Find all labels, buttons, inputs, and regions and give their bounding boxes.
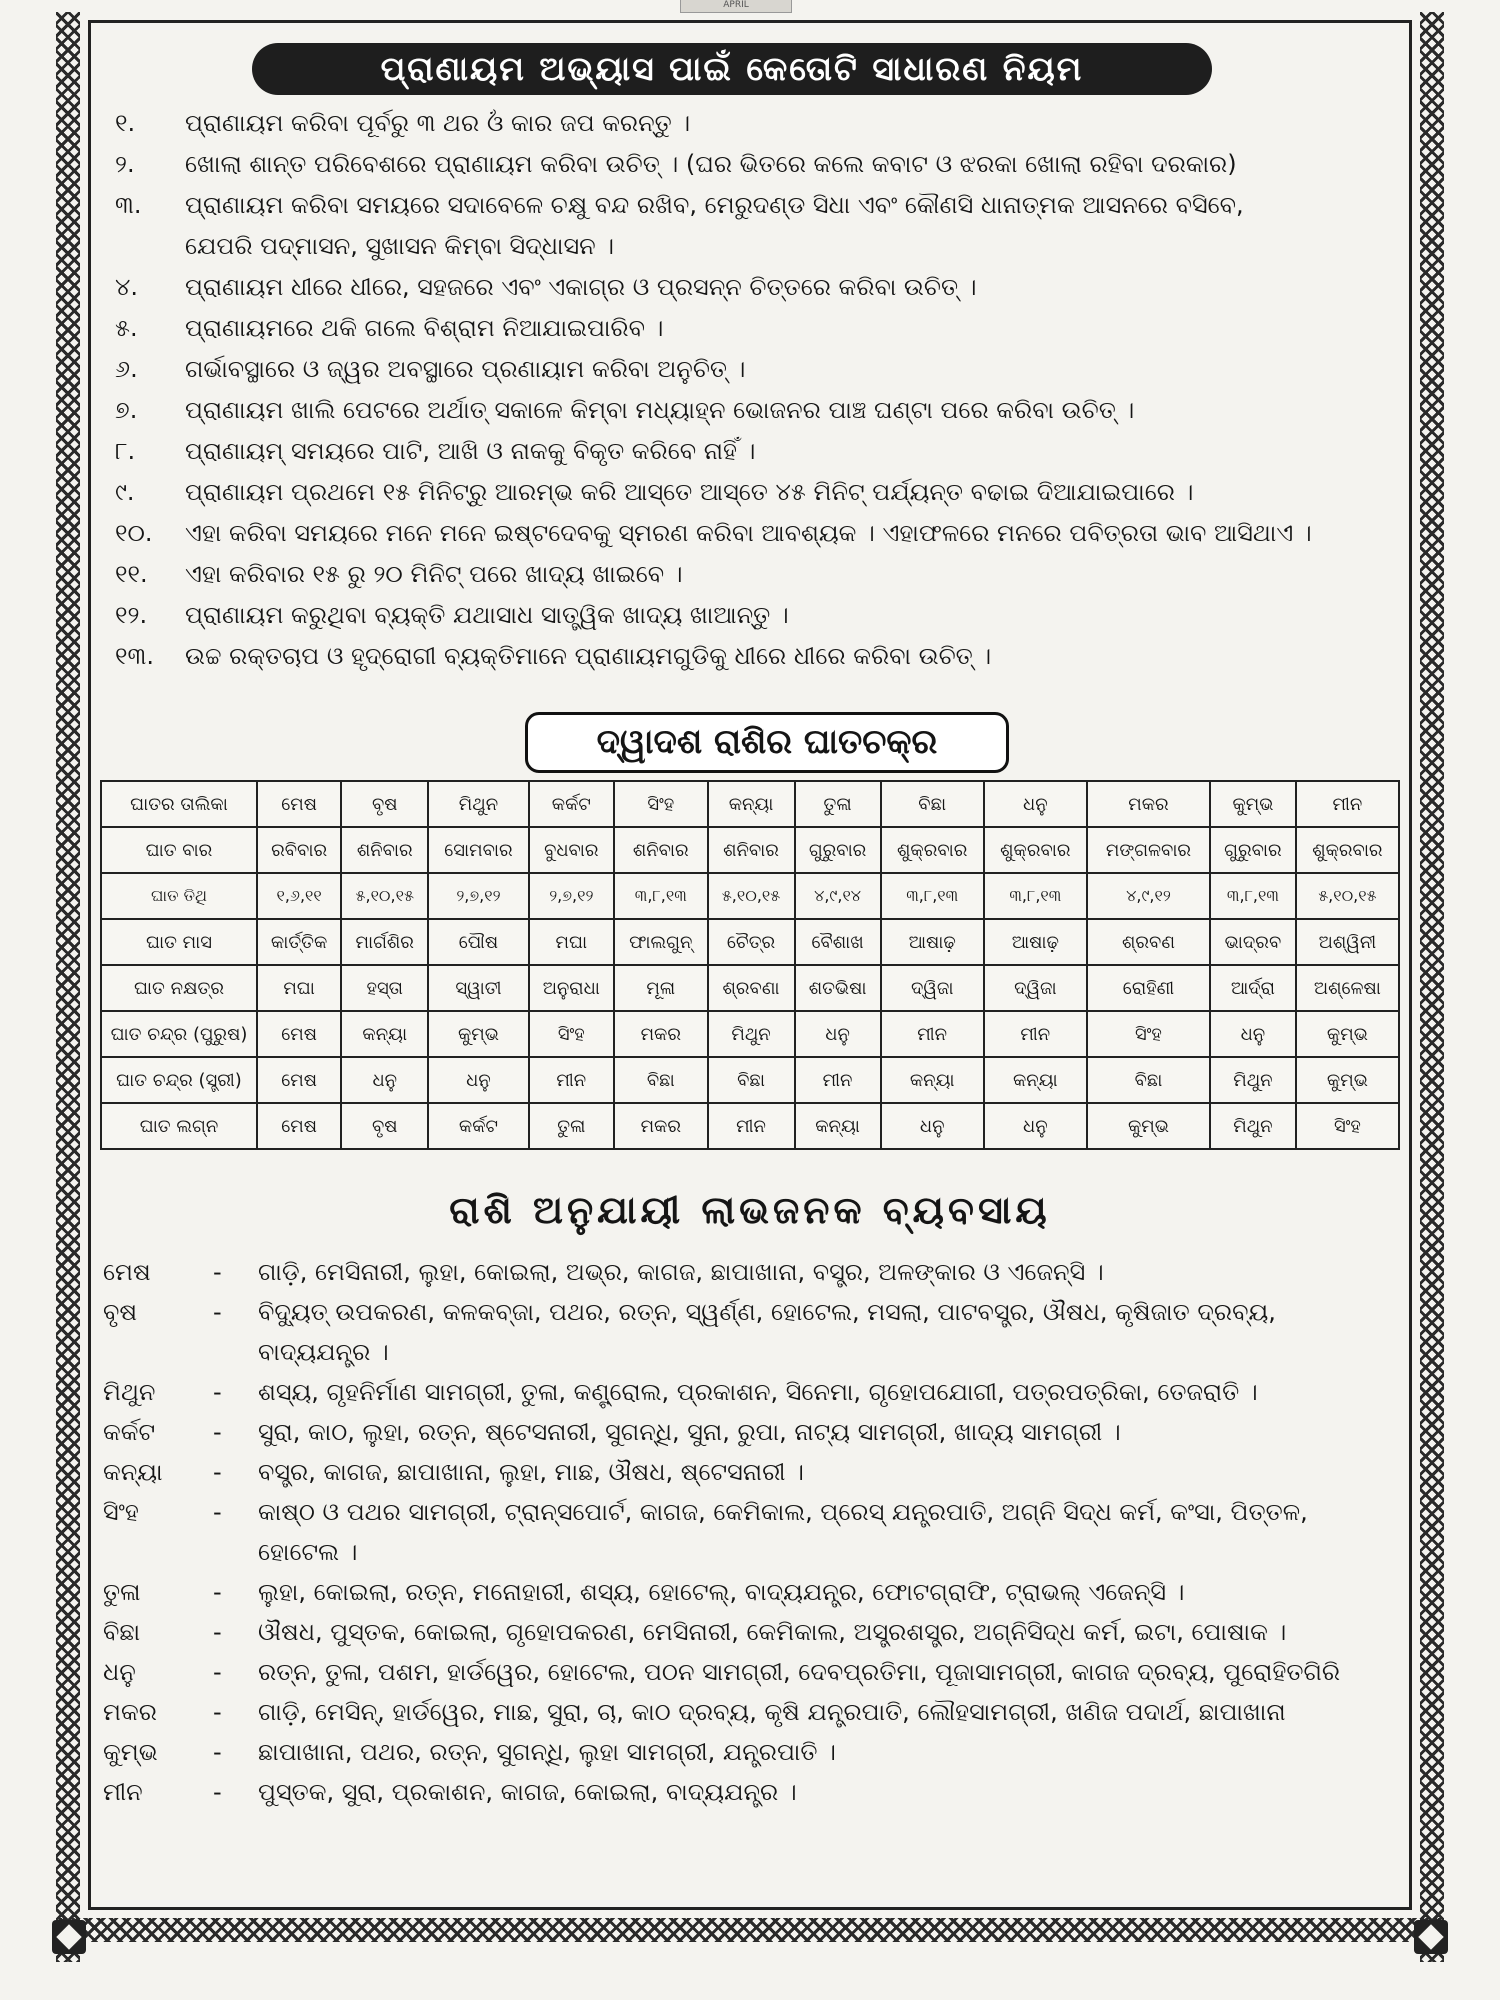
row-header: ଘାତ ମାସ <box>101 919 257 965</box>
row-header: ଘାତ ଚନ୍ଦ୍ର (ପୁରୁଷ) <box>101 1011 257 1057</box>
table-cell: ଧନୁ <box>341 1057 428 1103</box>
business-item <box>103 1332 1403 1372</box>
business-dash: - <box>213 1378 222 1406</box>
rule-item <box>115 349 1405 390</box>
rule-number: ୧୧. <box>115 560 148 588</box>
business-item <box>103 1732 1403 1772</box>
rule-text: ପ୍ରାଣାୟମ ଖାଲି ପେଟରେ ଅର୍ଥାତ୍ ସକାଳେ କିମ୍ବା ମଧ୍ୟାହ୍ନ ଭୋଜନର ପାଞ୍ଚ ଘଣ୍ଟା ପରେ କରିବା ଉଚିତ୍ । <box>185 396 1135 424</box>
table-row <box>101 873 1399 919</box>
table-cell: ମୀନ <box>708 1103 795 1149</box>
table-cell: ୫,୧୦,୧୫ <box>1296 873 1399 919</box>
business-dash: - <box>213 1658 222 1686</box>
row-header: ଘାତ ଚନ୍ଦ୍ର (ସ୍ତ୍ରୀ) <box>101 1057 257 1103</box>
business-text: କାଷ୍ଠ ଓ ପଥର ସାମଗ୍ରୀ, ଟ୍ରାନ୍ସପୋର୍ଟ, କାଗଜ, କେମିକାଲ, ପ୍ରେସ୍ ଯନ୍ତ୍ରପାତି, ଅଗ୍ନି ସିଦ୍ଧ କର୍ମ, କଂସା, ପିତ୍ତଳ, <box>258 1498 1308 1526</box>
column-header: ଧନୁ <box>984 781 1087 827</box>
table-cell: ବିଛା <box>614 1057 708 1103</box>
table-cell: ୩,୮,୧୩ <box>1210 873 1296 919</box>
table-title: ଦ୍ୱାଦଶ ରାଶିର ଘାତଚକ୍ର <box>525 712 1009 773</box>
table-cell: ସୋମବାର <box>428 827 528 873</box>
table-cell: ଦ୍ୱିଜା <box>984 965 1087 1011</box>
table-cell: କନ୍ୟା <box>881 1057 984 1103</box>
table-cell: ଧନୁ <box>428 1057 528 1103</box>
column-header: ବୃଷ <box>341 781 428 827</box>
business-text: ଛାପାଖାନା, ପଥର, ରତ୍ନ, ସୁଗନ୍ଧି, ଲୁହା ସାମଗ୍ରୀ, ଯନ୍ତ୍ରପାତି । <box>258 1738 836 1766</box>
corner-ornament-icon <box>52 1920 86 1954</box>
table-cell: ୩,୮,୧୩ <box>881 873 984 919</box>
table-cell: ସ୍ୱାତୀ <box>428 965 528 1011</box>
table-cell: ଗୁରୁବାର <box>1210 827 1296 873</box>
table-cell: ମଘା <box>257 965 341 1011</box>
table-row <box>101 1011 1399 1057</box>
rule-number: ୯. <box>115 478 135 506</box>
rule-item <box>115 185 1405 226</box>
table-row <box>101 1057 1399 1103</box>
column-header: ମିଥୁନ <box>428 781 528 827</box>
business-item <box>103 1492 1403 1532</box>
table-row <box>101 965 1399 1011</box>
rule-number: ୨. <box>115 150 135 178</box>
business-list <box>103 1252 1403 1812</box>
table-cell: ଶତଭିଷା <box>795 965 881 1011</box>
rule-item <box>115 472 1405 513</box>
rules-list <box>115 103 1405 677</box>
table-cell: ୩,୮,୧୩ <box>984 873 1087 919</box>
table-cell: କନ୍ୟା <box>795 1103 881 1149</box>
rule-text: ପ୍ରାଣାୟମ ପ୍ରଥମେ ୧୫ ମିନିଟ୍‌ରୁ ଆରମ୍ଭ କରି ଆସ୍ତେ ଆସ୍ତେ ୪୫ ମିନିଟ୍ ପର୍ଯ୍ୟନ୍ତ ବଢାଇ ଦିଆଯାଇପାରେ । <box>185 478 1194 506</box>
rule-text: ପ୍ରାଣାୟମ କରୁଥିବା ବ୍ୟକ୍ତି ଯଥାସାଧ ସାତ୍ତ୍ୱିକ ଖାଦ୍ୟ ଖାଆନ୍ତୁ । <box>185 601 789 629</box>
business-text: ବିଦ୍ୟୁତ୍ ଉପକରଣ, କଳକବ୍‌ଜା, ପଥର, ରତ୍ନ, ସ୍ୱର୍ଣ୍ଣ, ହୋଟେଲ, ମସଲା, ପାଟବସ୍ତ୍ର, ଔଷଧ, କୃଷିଜାତ ଦ୍ରବ୍ୟ, <box>258 1298 1276 1326</box>
table-cell: ମିଥୁନ <box>708 1011 795 1057</box>
business-item <box>103 1252 1403 1292</box>
table-cell: ଧନୁ <box>881 1103 984 1149</box>
business-dash: - <box>213 1298 222 1326</box>
column-header: ସିଂହ <box>614 781 708 827</box>
ghata-table <box>100 780 1400 1150</box>
column-header: ମକର <box>1087 781 1210 827</box>
table-cell: ଶନିବାର <box>708 827 795 873</box>
business-text: ପୁସ୍ତକ, ସୁରା, ପ୍ରକାଶନ, କାଗଜ, କୋଇଲା, ବାଦ୍ୟଯନ୍ତ୍ର । <box>258 1778 797 1806</box>
business-item <box>103 1572 1403 1612</box>
rule-text: ଯେପରି ପଦ୍ମାସନ, ସୁଖାସନ କିମ୍ବା ସିଦ୍ଧାସନ । <box>185 232 615 260</box>
row-header: ଘାତ ତିଥି <box>101 873 257 919</box>
column-header: ତୁଳା <box>795 781 881 827</box>
table-cell: ସିଂହ <box>529 1011 614 1057</box>
table-cell: ଶ୍ରବଣା <box>708 965 795 1011</box>
rule-text: ଏହା କରିବା ସମୟରେ ମନେ ମନେ ଇଷ୍ଟଦେବକୁ ସ୍ମରଣ କରିବା ଆବଶ୍ୟକ । ଏହାଫଳରେ ମନରେ ପବିତ୍ରତା ଭାବ ଆସିଥାଏ । <box>185 519 1312 547</box>
business-text: ସୁରା, କାଠ, ଲୁହା, ରତ୍ନ, ଷ୍ଟେସନାରୀ, ସୁଗନ୍ଧି, ସୁନା, ରୁପା, ନାଟ୍ୟ ସାମଗ୍ରୀ, ଖାଦ୍ୟ ସାମଗ୍ରୀ । <box>258 1418 1121 1446</box>
page-tab: APRIL <box>680 0 792 13</box>
rule-item <box>115 636 1405 677</box>
business-dash: - <box>213 1698 222 1726</box>
business-text: ଲୁହା, କୋଇଲା, ରତ୍ନ, ମନୋହାରୀ, ଶସ୍ୟ, ହୋଟେଲ୍, ବାଦ୍ୟଯନ୍ତ୍ର, ଫୋଟଗ୍ରାଫି, ଟ୍ରାଭଲ୍ ଏଜେନ୍ସି । <box>258 1578 1185 1606</box>
table-cell: ଅଶ୍ୱିନୀ <box>1296 919 1399 965</box>
table-cell: ମାର୍ଗଶିର <box>341 919 428 965</box>
rule-item <box>115 513 1405 554</box>
table-cell: ଗୁରୁବାର <box>795 827 881 873</box>
decorative-border-bottom <box>56 1918 1444 1942</box>
table-cell: ମଙ୍ଗଳବାର <box>1087 827 1210 873</box>
business-dash: - <box>213 1738 222 1766</box>
table-cell: ୩,୮,୧୩ <box>614 873 708 919</box>
table-cell: ଚୈତ୍ର <box>708 919 795 965</box>
business-sign: ଧନୁ <box>103 1658 136 1686</box>
business-text: ଗାଡ଼ି, ମେସିନାରୀ, ଲୁହା, କୋଇଲା, ଅଭ୍ର, କାଗଜ, ଛାପାଖାନା, ବସ୍ତ୍ର, ଅଳଙ୍କାର ଓ ଏଜେନ୍‌ସି । <box>258 1258 1104 1286</box>
business-item <box>103 1532 1403 1572</box>
rule-number: ୮. <box>115 437 136 465</box>
table-cell: କୁମ୍ଭ <box>1296 1057 1399 1103</box>
business-sign <box>103 1532 213 1572</box>
table-cell: ଅନୁରାଧା <box>529 965 614 1011</box>
business-sign: ମେଷ <box>103 1258 151 1286</box>
table-cell: ଶନିବାର <box>341 827 428 873</box>
business-item <box>103 1372 1403 1412</box>
table-cell: ମୀନ <box>529 1057 614 1103</box>
rule-item <box>115 308 1405 349</box>
rule-item <box>115 144 1405 185</box>
business-sign: ତୁଳା <box>103 1578 141 1606</box>
column-header: ମୀନ <box>1296 781 1399 827</box>
business-dash: - <box>213 1618 222 1646</box>
business-item <box>103 1692 1403 1732</box>
table-cell: ଭାଦ୍ରବ <box>1210 919 1296 965</box>
business-dash: - <box>213 1498 222 1526</box>
table-cell: ମୂଳା <box>614 965 708 1011</box>
table-cell: ୧,୬,୧୧ <box>257 873 341 919</box>
table-cell: କନ୍ୟା <box>341 1011 428 1057</box>
table-cell: ସିଂହ <box>1296 1103 1399 1149</box>
table-header-row <box>101 781 1399 827</box>
corner-ornament-icon <box>1414 1920 1448 1954</box>
row-header: ଘାତ ବାର <box>101 827 257 873</box>
table-cell: ଆର୍ଦ୍ରା <box>1210 965 1296 1011</box>
table-cell: ମକର <box>614 1011 708 1057</box>
business-sign: ବୃଷ <box>103 1298 138 1326</box>
business-dash: - <box>213 1258 222 1286</box>
rule-text: ପ୍ରାଣାୟମ ଧୀରେ ଧୀରେ, ସହଜରେ ଏବଂ ଏକାଗ୍ର ଓ ପ୍ରସନ୍ନ ଚିତ୍ତରେ କରିବା ଉଚିତ୍ । <box>185 273 977 301</box>
business-sign <box>103 1332 213 1372</box>
rule-number: ୧୨. <box>115 601 148 629</box>
business-text: ବାଦ୍ୟଯନ୍ତ୍ର । <box>258 1338 389 1366</box>
table-cell: ଶୁକ୍ରବାର <box>1296 827 1399 873</box>
table-cell: ଶୁକ୍ରବାର <box>984 827 1087 873</box>
table-cell: କୁମ୍ଭ <box>1296 1011 1399 1057</box>
business-sign: ବିଛା <box>103 1618 141 1646</box>
business-sign: ମିଥୁନ <box>103 1378 156 1406</box>
table-cell: ଦ୍ୱିଜା <box>881 965 984 1011</box>
table-cell: ୫,୧୦,୧୫ <box>341 873 428 919</box>
rule-item <box>115 554 1405 595</box>
rule-item <box>115 390 1405 431</box>
rule-text: ଗର୍ଭାବସ୍ଥାରେ ଓ ଜ୍ୱର ଅବସ୍ଥାରେ ପ୍ରଣାୟାମ କରିବା ଅନୁଚିତ୍ । <box>185 355 746 383</box>
rule-text: ପ୍ରାଣାୟମ କରିବା ପୂର୍ବରୁ ୩ ଥର ଓଁ କାର ଜପ କରନ୍ତୁ । <box>185 109 691 137</box>
business-sign: କର୍କଟ <box>103 1418 156 1446</box>
table-cell: ମେଷ <box>257 1103 341 1149</box>
table-cell: ୪,୯,୧୪ <box>795 873 881 919</box>
table-cell: ତୁଳା <box>529 1103 614 1149</box>
table-cell: ରୋହିଣୀ <box>1087 965 1210 1011</box>
table-cell: ମକର <box>614 1103 708 1149</box>
table-cell: ବୃଷ <box>341 1103 428 1149</box>
table-row <box>101 827 1399 873</box>
table-cell: ବିଛା <box>708 1057 795 1103</box>
table-cell: ୫,୧୦,୧୫ <box>708 873 795 919</box>
business-text: ହୋଟେଲ । <box>258 1538 358 1566</box>
decorative-border-right <box>1420 12 1444 1962</box>
business-dash: - <box>213 1458 222 1486</box>
table-cell: ଆଷାଢ଼ <box>984 919 1087 965</box>
rule-text: ଉଚ୍ଚ ରକ୍ତଚାପ ଓ ହୃଦ୍‌ରୋଗୀ ବ୍ୟକ୍ତିମାନେ ପ୍ରାଣାୟମଗୁଡିକୁ ଧୀରେ ଧୀରେ କରିବା ଉଚିତ୍ । <box>185 642 992 670</box>
table-cell: ଶନିବାର <box>614 827 708 873</box>
business-dash: - <box>213 1578 222 1606</box>
business-text: ବସ୍ତ୍ର, କାଗଜ, ଛାପାଖାନା, ଲୁହା, ମାଛ, ଔଷଧ, ଷ୍ଟେସନାରୀ । <box>258 1458 804 1486</box>
table-cell: ୨,୭,୧୨ <box>529 873 614 919</box>
table-cell: କନ୍ୟା <box>984 1057 1087 1103</box>
business-item <box>103 1452 1403 1492</box>
table-cell: ଧନୁ <box>795 1011 881 1057</box>
table-cell: କୁମ୍ଭ <box>1087 1103 1210 1149</box>
business-item <box>103 1612 1403 1652</box>
table-cell: ଫାଲଗୁନ୍ <box>614 919 708 965</box>
table-cell: ବୈଶାଖ <box>795 919 881 965</box>
business-title: ରାଶି ଅନୁଯାୟୀ ଲାଭଜନକ ବ୍ୟବସାୟ <box>449 1188 1051 1232</box>
table-cell: ୪,୯,୧୨ <box>1087 873 1210 919</box>
business-text: ଔଷଧ, ପୁସ୍ତକ, କୋଇଲା, ଗୃହୋପକରଣ, ମେସିନାରୀ, କେମିକାଲ, ଅସ୍ତ୍ରଶସ୍ତ୍ର, ଅଗ୍ନିସିଦ୍ଧ କର୍ମ, ଇଟା, ପୋଷାକ । <box>258 1618 1287 1646</box>
table-cell: କାର୍ତ୍ତିକ <box>257 919 341 965</box>
table-cell: କୁମ୍ଭ <box>428 1011 528 1057</box>
rule-number: ୧୩. <box>115 642 154 670</box>
table-cell: ଧନୁ <box>984 1103 1087 1149</box>
rule-text: ଖୋଲା ଶାନ୍ତ ପରିବେଶରେ ପ୍ରାଣାୟମ କରିବା ଉଚିତ୍ । (ଘର ଭିତରେ କଲେ କବାଟ ଓ ଝରକା ଖୋଲା ରହିବା ଦରକାର) <box>185 150 1237 178</box>
business-sign: ମକର <box>103 1698 157 1726</box>
business-dash: - <box>213 1778 222 1806</box>
row-header: ଘାତ ଲଗ୍ନ <box>101 1103 257 1149</box>
column-header: କର୍କଟ <box>529 781 614 827</box>
business-sign: କୁମ୍ଭ <box>103 1738 158 1766</box>
table-cell: ଧନୁ <box>1210 1011 1296 1057</box>
rule-text: ପ୍ରାଣାୟମ କରିବା ସମୟରେ ସଦାବେଳେ ଚକ୍ଷୁ ବନ୍ଦ ରଖିବ, ମେରୁଦଣ୍ଡ ସିଧା ଏବଂ କୌଣସି ଧାନାତ୍ମକ ଆସନରେ ବସିବେ, <box>185 191 1244 219</box>
table-cell: ରବିବାର <box>257 827 341 873</box>
column-header: କୁମ୍ଭ <box>1210 781 1296 827</box>
table-cell: ମୀନ <box>881 1011 984 1057</box>
rule-number: ୧୦. <box>115 519 153 547</box>
table-cell: ହସ୍ତା <box>341 965 428 1011</box>
table-cell: ମିଥୁନ <box>1210 1103 1296 1149</box>
business-sign: କନ୍ୟା <box>103 1458 163 1486</box>
business-sign: ସିଂହ <box>103 1498 139 1526</box>
table-cell: ଆଷାଢ଼ <box>881 919 984 965</box>
business-item <box>103 1652 1403 1692</box>
table-cell: ବୁଧବାର <box>529 827 614 873</box>
business-sign: ମୀନ <box>103 1778 143 1806</box>
table-cell: ମେଷ <box>257 1011 341 1057</box>
table-cell: ୨,୭,୧୨ <box>428 873 528 919</box>
table-row <box>101 1103 1399 1149</box>
rule-item <box>115 267 1405 308</box>
table-cell: ମେଷ <box>257 1057 341 1103</box>
table-cell: ପୌଷ <box>428 919 528 965</box>
business-text: ଗାଡ଼ି, ମେସିନ୍, ହାର୍ଡୱେର, ମାଛ, ସୁରା, ଚା, କାଠ ଦ୍ରବ୍ୟ, କୃଷି ଯନ୍ତ୍ରପାତି, ଲୌହସାମଗ୍ରୀ, ଖଣିଜ ପଦାର୍ଥ, ଛାପାଖାନା <box>258 1698 1286 1726</box>
column-header: ବିଛା <box>881 781 984 827</box>
table-cell: ଅଶ୍ଳେଷା <box>1296 965 1399 1011</box>
rule-text: ପ୍ରାଣାୟମରେ ଥକି ଗଲେ ବିଶ୍ରାମ ନିଆଯାଇପାରିବ । <box>185 314 664 342</box>
table-cell: ଶୁକ୍ରବାର <box>881 827 984 873</box>
table-cell: ମୀନ <box>795 1057 881 1103</box>
rule-number: ୩. <box>115 191 142 219</box>
table-cell: ମିଥୁନ <box>1210 1057 1296 1103</box>
rule-item <box>115 595 1405 636</box>
column-header: କନ୍ୟା <box>708 781 795 827</box>
table-cell: କର୍କଟ <box>428 1103 528 1149</box>
rule-number: ୫. <box>115 314 138 342</box>
decorative-border-left <box>56 12 80 1962</box>
rule-item <box>115 431 1405 472</box>
rule-number: ୪. <box>115 273 139 301</box>
business-item <box>103 1772 1403 1812</box>
rule-text: ଏହା କରିବାର ୧୫ ରୁ ୨୦ ମିନିଟ୍ ପରେ ଖାଦ୍ୟ ଖାଇବେ । <box>185 560 683 588</box>
business-dash <box>213 1532 258 1572</box>
business-dash <box>213 1332 258 1372</box>
row-header: ଘାତ ନକ୍ଷତ୍ର <box>101 965 257 1011</box>
table-row <box>101 919 1399 965</box>
table-cell: ମଘା <box>529 919 614 965</box>
table-cell: ବିଛା <box>1087 1057 1210 1103</box>
business-text: ଶସ୍ୟ, ଗୃହନିର୍ମାଣ ସାମଗ୍ରୀ, ତୁଳା, କଣ୍ଟ୍ରୋଲ, ପ୍ରକାଶନ, ସିନେମା, ଗୃହୋପଯୋଗୀ, ପତ୍ରପତ୍ରିକା, ତେଜରାତି । <box>258 1378 1258 1406</box>
column-header: ମେଷ <box>257 781 341 827</box>
business-item <box>103 1292 1403 1332</box>
business-item <box>103 1412 1403 1452</box>
rules-title: ପ୍ରାଣାୟମ ଅଭ୍ୟାସ ପାଇଁ କେତୋଟି ସାଧାରଣ ନିୟମ <box>252 43 1212 95</box>
rule-number: ୭. <box>115 396 138 424</box>
business-dash: - <box>213 1418 222 1446</box>
rule-number: ୧. <box>115 109 136 137</box>
table-cell: ମୀନ <box>984 1011 1087 1057</box>
rule-item <box>115 226 1405 267</box>
rule-number <box>115 226 185 267</box>
business-text: ରତ୍ନ, ତୁଳା, ପଶମ, ହାର୍ଡୱେର, ହୋଟେଲ, ପଠନ ସାମଗ୍ରୀ, ଦେବପ୍ରତିମା, ପୂଜାସାମଗ୍ରୀ, କାଗଜ ଦ୍ରବ୍ୟ, ପୁରୋହିତଗିରି <box>258 1658 1341 1686</box>
rule-text: ପ୍ରାଣାୟମ୍ ସମୟରେ ପାଟି, ଆଖି ଓ ନାକକୁ ବିକୃତ କରିବେ ନାହିଁ । <box>185 437 756 465</box>
table-corner-header: ଘାତର ତାଲିକା <box>101 781 257 827</box>
table-cell: ସିଂହ <box>1087 1011 1210 1057</box>
rule-number: ୬. <box>115 355 138 383</box>
rule-item <box>115 103 1405 144</box>
table-cell: ଶ୍ରବଣ <box>1087 919 1210 965</box>
